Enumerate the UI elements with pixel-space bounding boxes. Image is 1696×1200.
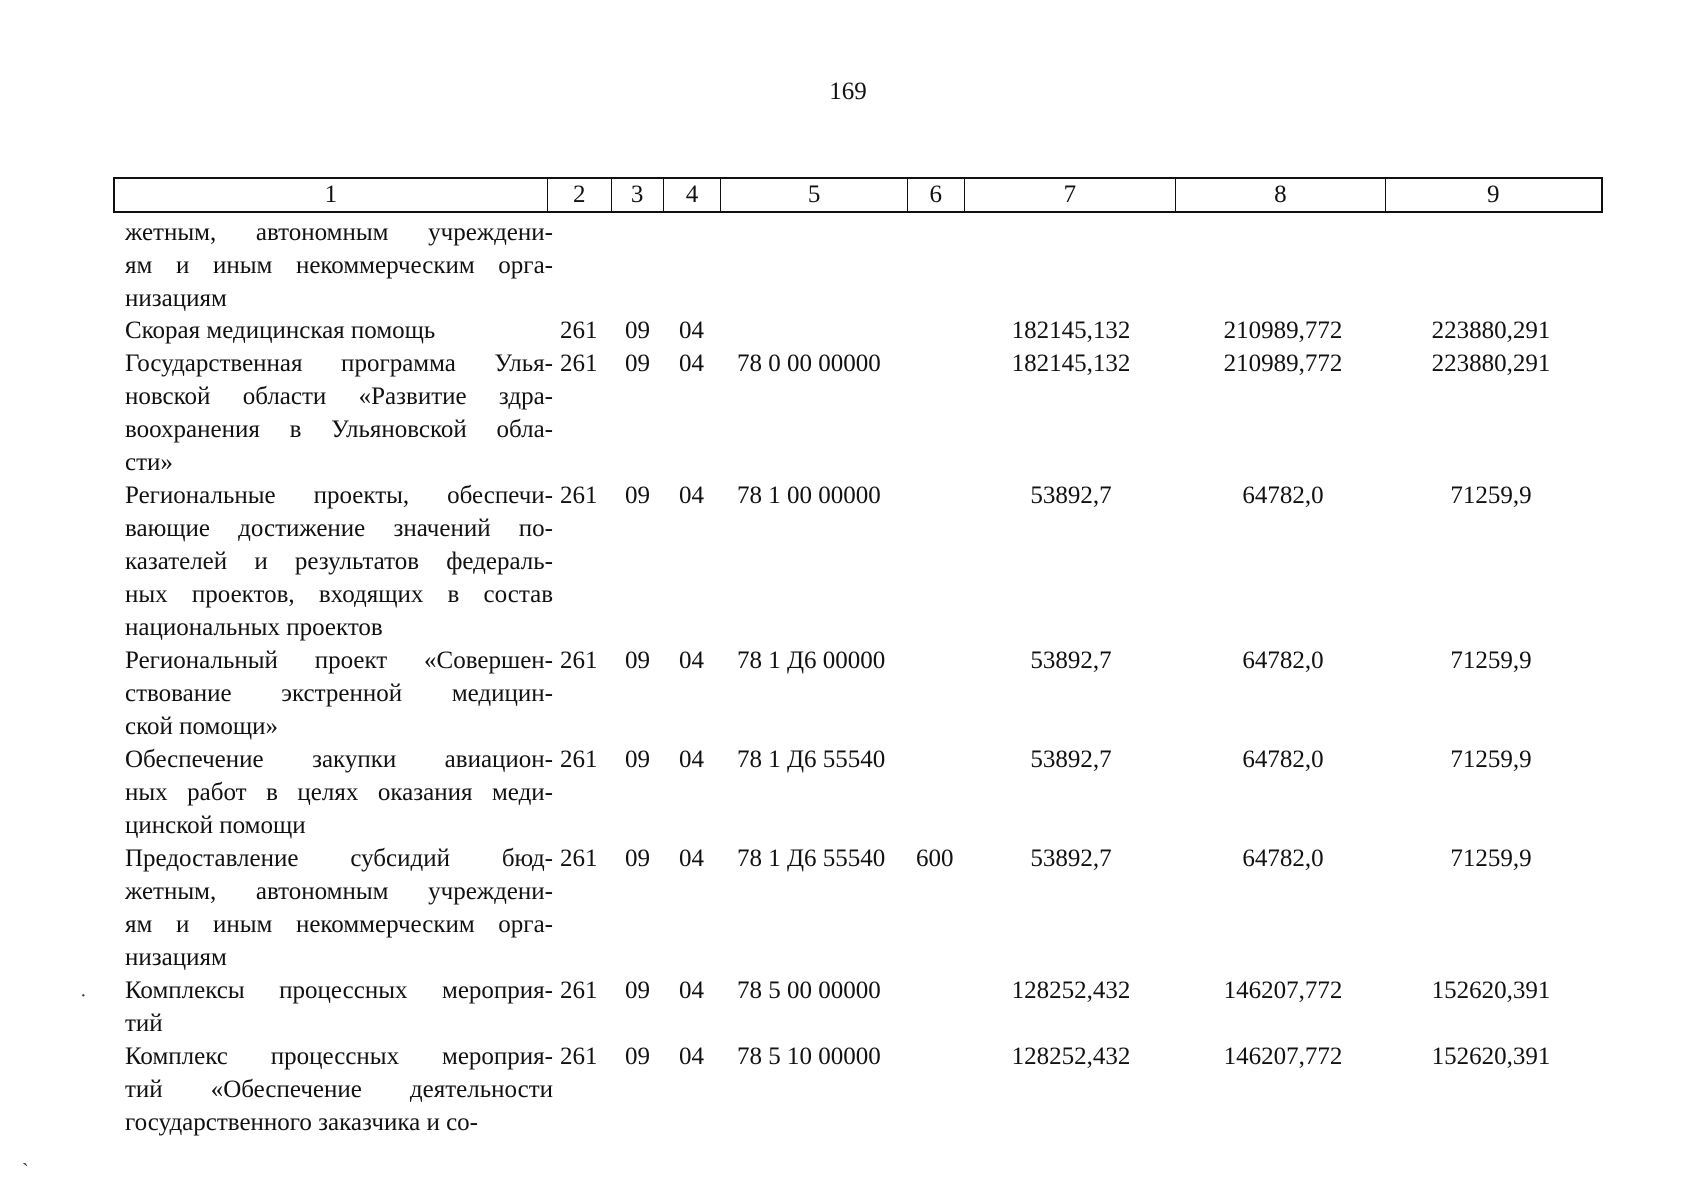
table-row bbox=[113, 479, 1603, 644]
cell-c7: 53892,7 bbox=[1030, 647, 1112, 674]
table-row bbox=[113, 644, 1603, 743]
description-line: Скорая медицинская помощь bbox=[125, 317, 436, 344]
description-line: жетным, автономным учреждени- bbox=[125, 878, 553, 905]
header-col-1: 1 bbox=[115, 179, 548, 211]
cell-c8: 64782,0 bbox=[1242, 845, 1324, 872]
cell-c9: 152620,391 bbox=[1431, 977, 1551, 1004]
cell-c5: 78 5 00 00000 bbox=[737, 977, 881, 1004]
cell-c2: 261 bbox=[560, 350, 598, 377]
cell-c8: 64782,0 bbox=[1242, 647, 1324, 674]
row-description bbox=[125, 842, 553, 974]
row-description bbox=[125, 216, 553, 315]
cell-c3: 09 bbox=[625, 1043, 650, 1070]
cell-c9: 223880,291 bbox=[1431, 317, 1551, 344]
description-line: новской области «Развитие здра- bbox=[125, 383, 553, 410]
header-col-2: 2 bbox=[548, 179, 612, 211]
cell-c5: 78 1 Д6 55540 bbox=[737, 746, 886, 773]
cell-c8: 210989,772 bbox=[1223, 350, 1343, 377]
cell-c3: 09 bbox=[625, 317, 650, 344]
description-line: ных проектов, входящих в состав bbox=[125, 581, 553, 608]
cell-c6: 600 bbox=[916, 845, 954, 872]
cell-c4: 04 bbox=[679, 647, 704, 674]
row-description bbox=[125, 1040, 553, 1139]
description-line: тий bbox=[125, 1010, 163, 1037]
cell-c2: 261 bbox=[560, 1043, 598, 1070]
cell-c4: 04 bbox=[679, 317, 704, 344]
cell-c3: 09 bbox=[625, 746, 650, 773]
row-description bbox=[125, 479, 553, 644]
header-col-5: 5 bbox=[721, 179, 908, 211]
description-line: Предоставление субсидий бюд- bbox=[125, 845, 553, 872]
description-line: национальных проектов bbox=[125, 614, 383, 641]
description-line: тий «Обеспечение деятельности bbox=[125, 1076, 553, 1103]
cell-c9: 71259,9 bbox=[1450, 746, 1532, 773]
cell-c3: 09 bbox=[625, 482, 650, 509]
description-line: ской помощи» bbox=[125, 713, 278, 740]
table-row bbox=[113, 216, 1603, 315]
cell-c9: 71259,9 bbox=[1450, 482, 1532, 509]
cell-c9: 71259,9 bbox=[1450, 647, 1532, 674]
scan-speck: ˋ bbox=[22, 1160, 29, 1182]
cell-c9: 223880,291 bbox=[1431, 350, 1551, 377]
cell-c7: 128252,432 bbox=[1011, 1043, 1131, 1070]
cell-c8: 210989,772 bbox=[1223, 317, 1343, 344]
cell-c5: 78 1 00 00000 bbox=[737, 482, 881, 509]
cell-c3: 09 bbox=[625, 977, 650, 1004]
cell-c4: 04 bbox=[679, 1043, 704, 1070]
description-line: Государственная программа Улья- bbox=[125, 350, 553, 377]
cell-c3: 09 bbox=[625, 647, 650, 674]
page-number: 169 bbox=[829, 78, 867, 105]
description-line: Региональные проекты, обеспечи- bbox=[125, 482, 553, 509]
description-line: Обеспечение закупки авиацион- bbox=[125, 746, 553, 773]
description-line: ных работ в целях оказания меди- bbox=[125, 779, 553, 806]
header-col-6: 6 bbox=[908, 179, 965, 211]
description-line: ствование экстренной медицин- bbox=[125, 680, 553, 707]
description-line: жетным, автономным учреждени- bbox=[125, 219, 553, 246]
cell-c5: 78 0 00 00000 bbox=[737, 350, 881, 377]
cell-c8: 146207,772 bbox=[1223, 1043, 1343, 1070]
cell-c7: 182145,132 bbox=[1011, 317, 1131, 344]
table-row bbox=[113, 743, 1603, 842]
cell-c8: 64782,0 bbox=[1242, 482, 1324, 509]
description-line: Региональный проект «Совершен- bbox=[125, 647, 553, 674]
scan-speck: · bbox=[80, 985, 87, 1007]
description-line: низациям bbox=[125, 944, 227, 971]
cell-c9: 71259,9 bbox=[1450, 845, 1532, 872]
row-description bbox=[125, 314, 553, 347]
cell-c4: 04 bbox=[679, 482, 704, 509]
row-description bbox=[125, 644, 553, 743]
table-row bbox=[113, 347, 1603, 479]
cell-c2: 261 bbox=[560, 647, 598, 674]
cell-c2: 261 bbox=[560, 746, 598, 773]
description-line: казателей и результатов федераль- bbox=[125, 548, 553, 575]
cell-c2: 261 bbox=[560, 977, 598, 1004]
description-line: Комплекс процессных мероприя- bbox=[125, 1043, 553, 1070]
cell-c7: 53892,7 bbox=[1030, 746, 1112, 773]
description-line: вающие достижение значений по- bbox=[125, 515, 553, 542]
cell-c2: 261 bbox=[560, 317, 598, 344]
cell-c8: 64782,0 bbox=[1242, 746, 1324, 773]
cell-c8: 146207,772 bbox=[1223, 977, 1343, 1004]
cell-c7: 53892,7 bbox=[1030, 845, 1112, 872]
table-row bbox=[113, 842, 1603, 974]
header-col-4: 4 bbox=[664, 179, 722, 211]
cell-c7: 53892,7 bbox=[1030, 482, 1112, 509]
cell-c4: 04 bbox=[679, 746, 704, 773]
cell-c3: 09 bbox=[625, 845, 650, 872]
header-col-9: 9 bbox=[1487, 181, 1500, 208]
description-line: Комплексы процессных мероприя- bbox=[125, 977, 553, 1004]
cell-c3: 09 bbox=[625, 350, 650, 377]
cell-c5: 78 1 Д6 00000 bbox=[737, 647, 886, 674]
description-line: воохранения в Ульяновской обла- bbox=[125, 416, 553, 443]
row-description bbox=[125, 743, 553, 842]
cell-c7: 182145,132 bbox=[1011, 350, 1131, 377]
table-row bbox=[113, 314, 1603, 347]
row-description bbox=[125, 974, 553, 1040]
header-col-7: 7 bbox=[965, 179, 1176, 211]
cell-c5: 78 1 Д6 55540 bbox=[737, 845, 886, 872]
row-description bbox=[125, 347, 553, 479]
description-line: ям и иным некоммерческим орга- bbox=[125, 911, 553, 938]
cell-c7: 128252,432 bbox=[1011, 977, 1131, 1004]
table-row bbox=[113, 974, 1603, 1040]
table-row bbox=[113, 1040, 1603, 1139]
header-col-3: 3 bbox=[612, 179, 664, 211]
cell-c2: 261 bbox=[560, 482, 598, 509]
description-line: сти» bbox=[125, 449, 173, 476]
description-line: ям и иным некоммерческим орга- bbox=[125, 252, 553, 279]
description-line: низациям bbox=[125, 285, 227, 312]
cell-c5: 78 5 10 00000 bbox=[737, 1043, 881, 1070]
description-line: цинской помощи bbox=[125, 812, 306, 839]
cell-c4: 04 bbox=[679, 350, 704, 377]
table-header bbox=[113, 177, 1603, 213]
cell-c2: 261 bbox=[560, 845, 598, 872]
description-line: государственного заказчика и со- bbox=[125, 1109, 479, 1136]
header-col-8: 8 bbox=[1176, 179, 1385, 211]
cell-c4: 04 bbox=[679, 845, 704, 872]
cell-c9: 152620,391 bbox=[1431, 1043, 1551, 1070]
cell-c4: 04 bbox=[679, 977, 704, 1004]
